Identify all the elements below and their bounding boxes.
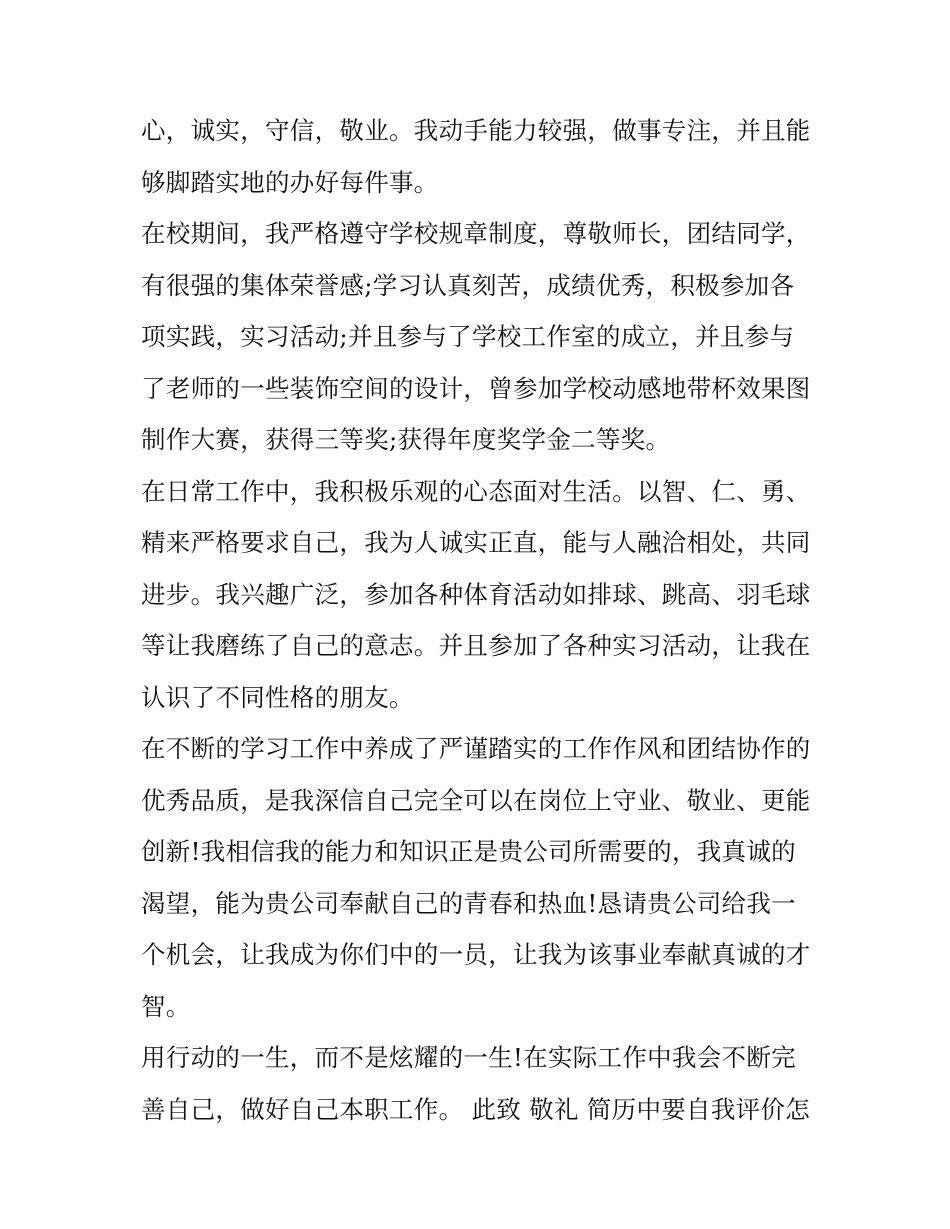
text-line: 进步。我兴趣广泛，参加各种体育活动如排球、跳高、羽毛球	[141, 579, 811, 609]
text-line: 制作大赛，获得三等奖;获得年度奖学金二等奖。	[141, 425, 671, 454]
text-line: 用行动的一生，而不是炫耀的一生!在实际工作中我会不断完	[141, 1043, 796, 1072]
text-line: 渴望，能为贵公司奉献自己的青春和热血!恳请贵公司给我一	[141, 888, 796, 918]
text-line: 创新!我相信我的能力和知识正是贵公司所需要的，我真诚的	[141, 837, 796, 866]
text-line: 心，诚实，守信，敬业。我动手能力较强，做事专注，并且能	[141, 116, 811, 145]
text-line: 在日常工作中，我积极乐观的心态面对生活。以智、仁、勇、	[141, 476, 811, 506]
text-line: 优秀品质，是我深信自己完全可以在岗位上守业、敬业、更能	[141, 785, 811, 815]
text-line: 在不断的学习工作中养成了严谨踏实的工作作风和团结协作的	[141, 734, 811, 763]
text-line: 个机会，让我成为你们中的一员，让我为该事业奉献真诚的才	[141, 940, 811, 969]
text-line: 了老师的一些装饰空间的设计，曾参加学校动感地带杯效果图	[141, 373, 811, 403]
text-line: 善自己，做好自己本职工作。 此致 敬礼 简历中要自我评价怎	[141, 1094, 811, 1124]
text-line: 智。	[141, 991, 191, 1021]
text-line: 等让我磨练了自己的意志。并且参加了各种实习活动，让我在	[141, 631, 811, 660]
text-line: 精来严格要求自己，我为人诚实正直，能与人融洽相处，共同	[141, 528, 811, 557]
document-body	[141, 105, 821, 1135]
text-line: 有很强的集体荣誉感;学习认真刻苦，成绩优秀，积极参加各	[141, 270, 795, 300]
text-line: 够脚踏实地的办好每件事。	[141, 167, 439, 197]
text-line: 项实践，实习活动;并且参与了学校工作室的成立，并且参与	[141, 322, 795, 351]
text-line: 在校期间，我严格遵守学校规章制度，尊敬师长，团结同学，	[141, 219, 811, 248]
text-line: 认识了不同性格的朋友。	[141, 682, 414, 712]
